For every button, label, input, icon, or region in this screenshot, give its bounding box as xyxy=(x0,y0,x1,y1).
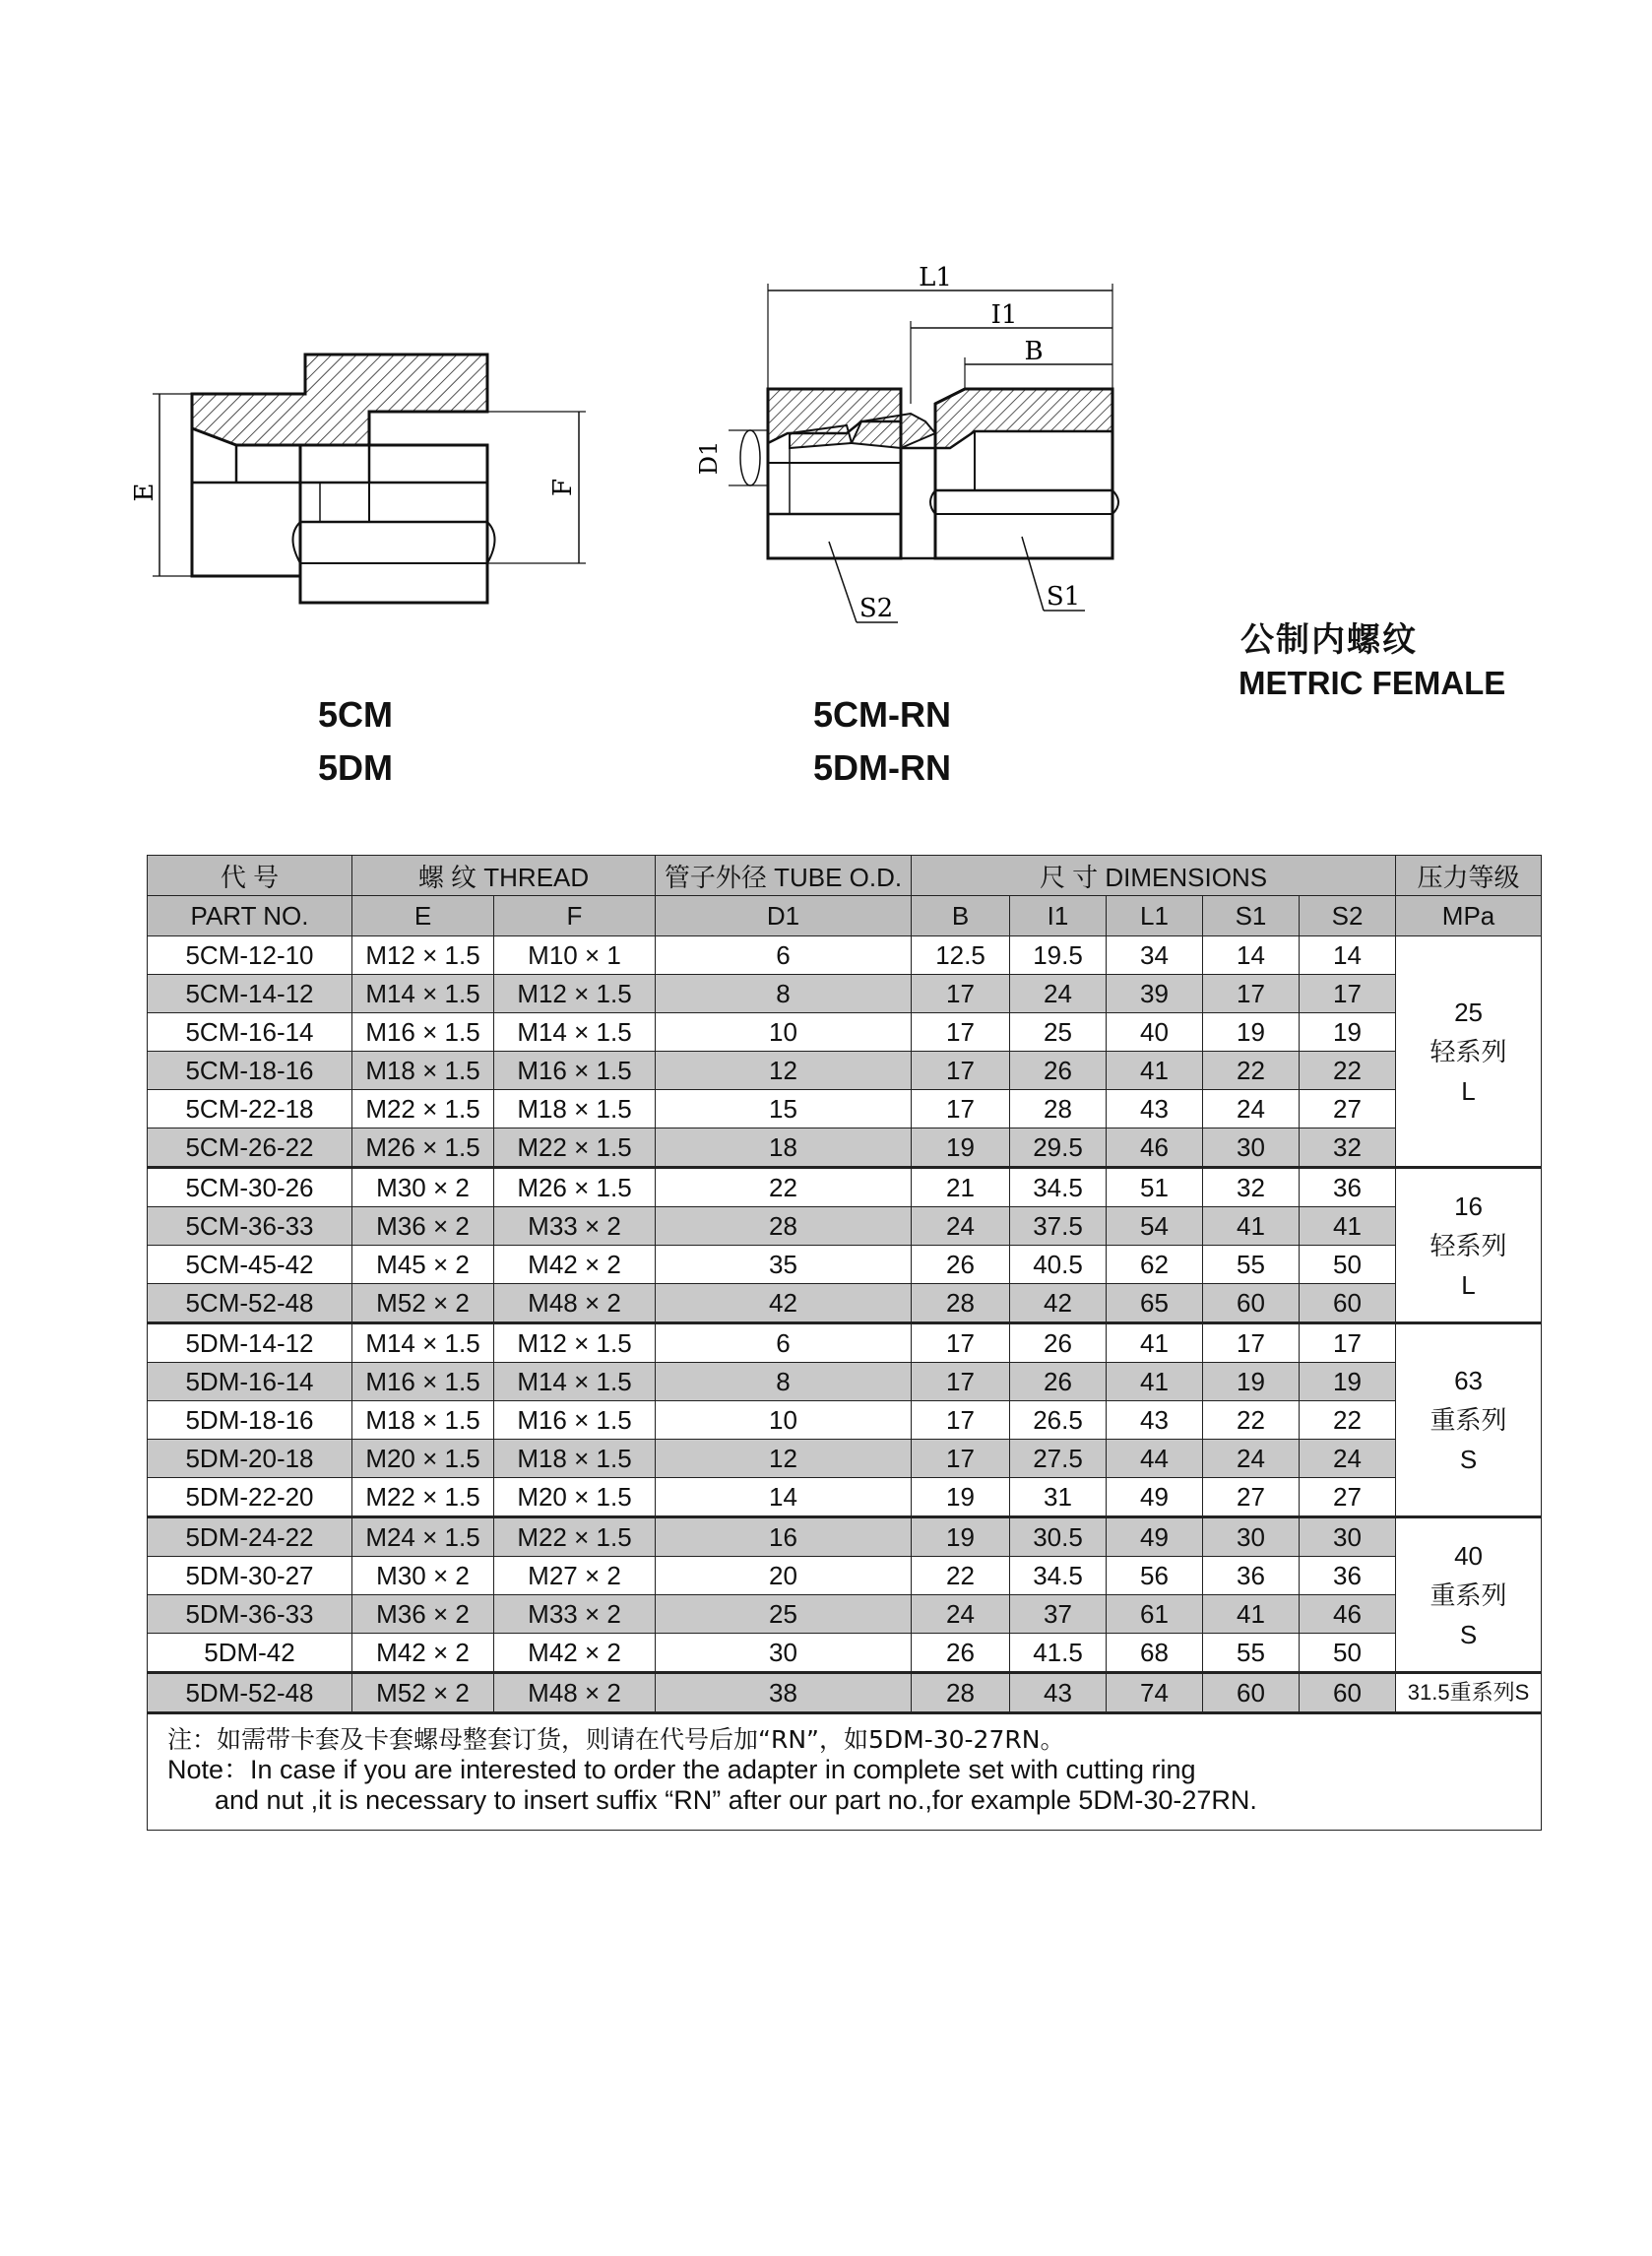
cell-l1: 34 xyxy=(1107,936,1203,975)
cell-d1: 10 xyxy=(656,1013,912,1052)
pressure-line: 63 xyxy=(1454,1366,1483,1395)
cell-part-no: 5CM-26-22 xyxy=(148,1128,352,1168)
cell-l1: 51 xyxy=(1107,1168,1203,1207)
cell-b: 28 xyxy=(912,1284,1010,1323)
cell-i1: 19.5 xyxy=(1010,936,1107,975)
cell-s1: 27 xyxy=(1203,1478,1300,1517)
table-header-row-1 xyxy=(148,856,1542,896)
fitting-drawing-5cm xyxy=(130,335,610,630)
pressure-group-cell xyxy=(1396,1673,1542,1713)
cell-i1: 25 xyxy=(1010,1013,1107,1052)
cell-s2: 50 xyxy=(1300,1634,1396,1673)
note-english-line-1: Note：In case if you are interested to order the adapter in complete set with cutting ring xyxy=(167,1755,1196,1784)
cell-f: M48 × 2 xyxy=(494,1673,656,1713)
cell-i1: 34.5 xyxy=(1010,1557,1107,1595)
header-code: 代 号 xyxy=(148,856,352,896)
pressure-line: 25 xyxy=(1454,997,1483,1027)
model-label-5dm-rn: 5DM-RN xyxy=(813,747,951,788)
cell-f: M42 × 2 xyxy=(494,1634,656,1673)
header-s2: S2 xyxy=(1300,896,1396,936)
cell-s2: 24 xyxy=(1300,1440,1396,1478)
dim-l1-label: L1 xyxy=(919,263,952,292)
cell-f: M20 × 1.5 xyxy=(494,1478,656,1517)
table-row xyxy=(148,1052,1542,1090)
cell-b: 28 xyxy=(912,1673,1010,1713)
cell-f: M10 × 1 xyxy=(494,936,656,975)
cell-e: M14 × 1.5 xyxy=(352,975,494,1013)
cell-s1: 55 xyxy=(1203,1246,1300,1284)
cell-s1: 32 xyxy=(1203,1168,1300,1207)
table-row xyxy=(148,1090,1542,1128)
cell-f: M18 × 1.5 xyxy=(494,1090,656,1128)
cell-s1: 41 xyxy=(1203,1207,1300,1246)
note-chinese: 注：如需带卡套及卡套螺母整套订货，则请在代号后加“RN”，如5DM-30-27RN。 xyxy=(167,1725,1065,1754)
cell-e: M36 × 2 xyxy=(352,1207,494,1246)
cell-l1: 40 xyxy=(1107,1013,1203,1052)
cell-e: M52 × 2 xyxy=(352,1673,494,1713)
cell-l1: 43 xyxy=(1107,1090,1203,1128)
cell-f: M16 × 1.5 xyxy=(494,1401,656,1440)
cell-i1: 43 xyxy=(1010,1673,1107,1713)
table-row xyxy=(148,1246,1542,1284)
pressure-group-cell xyxy=(1396,1323,1542,1517)
cell-s2: 19 xyxy=(1300,1013,1396,1052)
table-row xyxy=(148,1207,1542,1246)
model-label-5cm: 5CM xyxy=(318,694,394,735)
cell-s2: 46 xyxy=(1300,1595,1396,1634)
cell-s2: 60 xyxy=(1300,1284,1396,1323)
cell-l1: 41 xyxy=(1107,1363,1203,1401)
cell-d1: 28 xyxy=(656,1207,912,1246)
cell-f: M33 × 2 xyxy=(494,1595,656,1634)
cell-b: 19 xyxy=(912,1478,1010,1517)
title-english: METRIC FEMALE xyxy=(1239,665,1506,701)
cell-part-no: 5CM-30-26 xyxy=(148,1168,352,1207)
cell-d1: 18 xyxy=(656,1128,912,1168)
cell-f: M26 × 1.5 xyxy=(494,1168,656,1207)
cell-b: 17 xyxy=(912,1052,1010,1090)
header-mpa: MPa xyxy=(1396,896,1542,936)
dim-e-label: E xyxy=(130,483,159,502)
cell-s1: 60 xyxy=(1203,1284,1300,1323)
table-row xyxy=(148,1284,1542,1323)
cell-b: 21 xyxy=(912,1168,1010,1207)
cell-i1: 31 xyxy=(1010,1478,1107,1517)
header-d1: D1 xyxy=(656,896,912,936)
cell-e: M42 × 2 xyxy=(352,1634,494,1673)
cell-l1: 74 xyxy=(1107,1673,1203,1713)
cell-l1: 65 xyxy=(1107,1284,1203,1323)
cell-i1: 24 xyxy=(1010,975,1107,1013)
cell-e: M30 × 2 xyxy=(352,1557,494,1595)
header-dimensions: 尺 寸 DIMENSIONS xyxy=(912,856,1396,896)
cell-b: 24 xyxy=(912,1207,1010,1246)
cell-e: M18 × 1.5 xyxy=(352,1052,494,1090)
cell-part-no: 5CM-36-33 xyxy=(148,1207,352,1246)
cell-s2: 17 xyxy=(1300,1323,1396,1363)
table-row xyxy=(148,1440,1542,1478)
header-e: E xyxy=(352,896,494,936)
header-b: B xyxy=(912,896,1010,936)
cell-l1: 56 xyxy=(1107,1557,1203,1595)
note-english-line-2: and nut ,it is necessary to insert suffix “RN” after our part no.,for example 5DM-30-27RN. xyxy=(215,1785,1257,1815)
cell-part-no: 5CM-22-18 xyxy=(148,1090,352,1128)
cell-s2: 41 xyxy=(1300,1207,1396,1246)
header-thread: 螺 纹 THREAD xyxy=(352,856,656,896)
cell-d1: 20 xyxy=(656,1557,912,1595)
pressure-line: 轻系列 xyxy=(1430,1230,1507,1260)
cell-s1: 30 xyxy=(1203,1128,1300,1168)
model-label-5dm: 5DM xyxy=(318,747,394,788)
table-row xyxy=(148,936,1542,975)
cell-l1: 54 xyxy=(1107,1207,1203,1246)
cell-b: 19 xyxy=(912,1128,1010,1168)
cell-s1: 17 xyxy=(1203,975,1300,1013)
cell-d1: 35 xyxy=(656,1246,912,1284)
cell-f: M14 × 1.5 xyxy=(494,1363,656,1401)
cell-part-no: 5DM-20-18 xyxy=(148,1440,352,1478)
cell-s1: 19 xyxy=(1203,1363,1300,1401)
cell-b: 17 xyxy=(912,1363,1010,1401)
title-chinese: 公制内螺纹 xyxy=(1240,620,1418,660)
table-row xyxy=(148,975,1542,1013)
header-f: F xyxy=(494,896,656,936)
cell-b: 17 xyxy=(912,1323,1010,1363)
cell-i1: 30.5 xyxy=(1010,1517,1107,1557)
cell-d1: 8 xyxy=(656,1363,912,1401)
header-l1: L1 xyxy=(1107,896,1203,936)
cell-b: 22 xyxy=(912,1557,1010,1595)
cell-b: 12.5 xyxy=(912,936,1010,975)
cell-d1: 30 xyxy=(656,1634,912,1673)
cell-e: M30 × 2 xyxy=(352,1168,494,1207)
cell-i1: 26 xyxy=(1010,1052,1107,1090)
header-pressure: 压力等级 xyxy=(1396,856,1542,896)
cell-l1: 41 xyxy=(1107,1323,1203,1363)
cell-e: M20 × 1.5 xyxy=(352,1440,494,1478)
cell-s1: 41 xyxy=(1203,1595,1300,1634)
cell-part-no: 5DM-16-14 xyxy=(148,1363,352,1401)
pressure-line: 轻系列 xyxy=(1430,1036,1507,1066)
cell-s2: 22 xyxy=(1300,1401,1396,1440)
cell-s2: 22 xyxy=(1300,1052,1396,1090)
cell-f: M48 × 2 xyxy=(494,1284,656,1323)
cell-d1: 6 xyxy=(656,1323,912,1363)
cell-f: M33 × 2 xyxy=(494,1207,656,1246)
cell-d1: 15 xyxy=(656,1090,912,1128)
cell-s1: 19 xyxy=(1203,1013,1300,1052)
table-row xyxy=(148,1013,1542,1052)
cell-s1: 36 xyxy=(1203,1557,1300,1595)
cell-part-no: 5DM-14-12 xyxy=(148,1323,352,1363)
cell-e: M18 × 1.5 xyxy=(352,1401,494,1440)
cell-e: M36 × 2 xyxy=(352,1595,494,1634)
table-row xyxy=(148,1557,1542,1595)
header-part-no: PART NO. xyxy=(148,896,352,936)
cell-i1: 37.5 xyxy=(1010,1207,1107,1246)
cell-s1: 30 xyxy=(1203,1517,1300,1557)
pressure-line: 40 xyxy=(1454,1540,1483,1571)
cell-s2: 50 xyxy=(1300,1246,1396,1284)
cell-f: M14 × 1.5 xyxy=(494,1013,656,1052)
cell-d1: 42 xyxy=(656,1284,912,1323)
cell-f: M22 × 1.5 xyxy=(494,1517,656,1557)
dim-f-label: F xyxy=(548,478,578,497)
cell-d1: 8 xyxy=(656,975,912,1013)
table-row xyxy=(148,1401,1542,1440)
cell-b: 19 xyxy=(912,1517,1010,1557)
cell-s1: 55 xyxy=(1203,1634,1300,1673)
header-i1: I1 xyxy=(1010,896,1107,936)
cell-i1: 27.5 xyxy=(1010,1440,1107,1478)
cell-s1: 22 xyxy=(1203,1401,1300,1440)
pressure-line: S xyxy=(1459,1445,1478,1474)
cell-d1: 12 xyxy=(656,1052,912,1090)
table-row xyxy=(148,1517,1542,1557)
header-s1: S1 xyxy=(1203,896,1300,936)
cell-i1: 34.5 xyxy=(1010,1168,1107,1207)
cell-d1: 22 xyxy=(656,1168,912,1207)
pressure-line: 重系列 xyxy=(1430,1405,1507,1435)
cell-d1: 16 xyxy=(656,1517,912,1557)
cell-l1: 39 xyxy=(1107,975,1203,1013)
cell-f: M27 × 2 xyxy=(494,1557,656,1595)
cell-part-no: 5CM-52-48 xyxy=(148,1284,352,1323)
table-row xyxy=(148,1323,1542,1363)
cell-d1: 38 xyxy=(656,1673,912,1713)
pressure-line: 16 xyxy=(1454,1191,1483,1221)
header-tube-od: 管子外径 TUBE O.D. xyxy=(656,856,912,896)
cell-b: 17 xyxy=(912,975,1010,1013)
order-note xyxy=(148,1713,1542,1831)
cell-f: M12 × 1.5 xyxy=(494,975,656,1013)
cell-part-no: 5CM-45-42 xyxy=(148,1246,352,1284)
cell-b: 26 xyxy=(912,1246,1010,1284)
cell-s1: 60 xyxy=(1203,1673,1300,1713)
cell-f: M22 × 1.5 xyxy=(494,1128,656,1168)
table-row xyxy=(148,1673,1542,1713)
cell-part-no: 5CM-12-10 xyxy=(148,936,352,975)
cell-s2: 27 xyxy=(1300,1090,1396,1128)
table-body xyxy=(148,936,1542,1831)
cell-e: M24 × 1.5 xyxy=(352,1517,494,1557)
cell-i1: 37 xyxy=(1010,1595,1107,1634)
cell-b: 24 xyxy=(912,1595,1010,1634)
cell-e: M16 × 1.5 xyxy=(352,1363,494,1401)
dim-d1-label: D1 xyxy=(695,440,723,476)
fitting-drawing-5cm-rn xyxy=(679,256,1152,640)
cell-b: 17 xyxy=(912,1401,1010,1440)
cell-part-no: 5CM-14-12 xyxy=(148,975,352,1013)
cell-part-no: 5DM-18-16 xyxy=(148,1401,352,1440)
pressure-group-cell xyxy=(1396,1517,1542,1673)
pressure-group-cell xyxy=(1396,1168,1542,1323)
cell-i1: 26 xyxy=(1010,1323,1107,1363)
cell-i1: 42 xyxy=(1010,1284,1107,1323)
pressure-line: 31.5重系列S xyxy=(1407,1679,1530,1705)
cell-e: M14 × 1.5 xyxy=(352,1323,494,1363)
cell-i1: 41.5 xyxy=(1010,1634,1107,1673)
cell-part-no: 5DM-30-27 xyxy=(148,1557,352,1595)
cell-i1: 40.5 xyxy=(1010,1246,1107,1284)
cell-l1: 46 xyxy=(1107,1128,1203,1168)
cell-d1: 10 xyxy=(656,1401,912,1440)
cell-i1: 29.5 xyxy=(1010,1128,1107,1168)
cell-b: 26 xyxy=(912,1634,1010,1673)
cell-e: M22 × 1.5 xyxy=(352,1090,494,1128)
cell-s1: 14 xyxy=(1203,936,1300,975)
cell-l1: 44 xyxy=(1107,1440,1203,1478)
cell-s1: 22 xyxy=(1203,1052,1300,1090)
cell-l1: 61 xyxy=(1107,1595,1203,1634)
cell-s2: 30 xyxy=(1300,1517,1396,1557)
cell-e: M45 × 2 xyxy=(352,1246,494,1284)
cell-d1: 12 xyxy=(656,1440,912,1478)
cell-part-no: 5DM-24-22 xyxy=(148,1517,352,1557)
pressure-group-cell xyxy=(1396,936,1542,1168)
cell-e: M12 × 1.5 xyxy=(352,936,494,975)
cell-part-no: 5DM-22-20 xyxy=(148,1478,352,1517)
cell-f: M16 × 1.5 xyxy=(494,1052,656,1090)
cell-s2: 19 xyxy=(1300,1363,1396,1401)
pressure-line: L xyxy=(1461,1269,1476,1300)
cell-l1: 62 xyxy=(1107,1246,1203,1284)
cell-s2: 36 xyxy=(1300,1168,1396,1207)
cell-part-no: 5DM-52-48 xyxy=(148,1673,352,1713)
cell-b: 17 xyxy=(912,1440,1010,1478)
cell-e: M22 × 1.5 xyxy=(352,1478,494,1517)
table-row xyxy=(148,1478,1542,1517)
cell-l1: 41 xyxy=(1107,1052,1203,1090)
cell-part-no: 5CM-16-14 xyxy=(148,1013,352,1052)
cell-part-no: 5CM-18-16 xyxy=(148,1052,352,1090)
dim-i1-label: I1 xyxy=(990,300,1018,330)
cell-f: M12 × 1.5 xyxy=(494,1323,656,1363)
cell-b: 17 xyxy=(912,1090,1010,1128)
cell-s2: 36 xyxy=(1300,1557,1396,1595)
pressure-line: S xyxy=(1459,1619,1478,1649)
model-label-5cm-rn: 5CM-RN xyxy=(813,694,951,735)
cell-e: M26 × 1.5 xyxy=(352,1128,494,1168)
cell-f: M42 × 2 xyxy=(494,1246,656,1284)
cell-s1: 24 xyxy=(1203,1440,1300,1478)
cell-s2: 14 xyxy=(1300,936,1396,975)
cell-e: M52 × 2 xyxy=(352,1284,494,1323)
cell-s1: 24 xyxy=(1203,1090,1300,1128)
cell-s2: 32 xyxy=(1300,1128,1396,1168)
cell-d1: 6 xyxy=(656,936,912,975)
cell-d1: 25 xyxy=(656,1595,912,1634)
cell-e: M16 × 1.5 xyxy=(352,1013,494,1052)
cell-l1: 43 xyxy=(1107,1401,1203,1440)
cell-b: 17 xyxy=(912,1013,1010,1052)
cell-part-no: 5DM-42 xyxy=(148,1634,352,1673)
table-row xyxy=(148,1634,1542,1673)
cell-f: M18 × 1.5 xyxy=(494,1440,656,1478)
note-row xyxy=(148,1713,1542,1831)
cell-s1: 17 xyxy=(1203,1323,1300,1363)
table-row xyxy=(148,1595,1542,1634)
cell-part-no: 5DM-36-33 xyxy=(148,1595,352,1634)
cell-l1: 49 xyxy=(1107,1478,1203,1517)
cell-i1: 26.5 xyxy=(1010,1401,1107,1440)
cell-l1: 68 xyxy=(1107,1634,1203,1673)
pressure-line: 重系列 xyxy=(1430,1579,1507,1610)
dim-s1-label: S1 xyxy=(1046,582,1081,612)
table-row xyxy=(148,1363,1542,1401)
cell-s2: 17 xyxy=(1300,975,1396,1013)
table-row xyxy=(148,1128,1542,1168)
dim-s2-label: S2 xyxy=(858,594,894,623)
cell-l1: 49 xyxy=(1107,1517,1203,1557)
cell-d1: 14 xyxy=(656,1478,912,1517)
cell-s2: 27 xyxy=(1300,1478,1396,1517)
cell-i1: 26 xyxy=(1010,1363,1107,1401)
dim-b-label: B xyxy=(1024,337,1044,366)
pressure-line: L xyxy=(1461,1075,1476,1106)
table-header-row-2 xyxy=(148,896,1542,936)
cell-s2: 60 xyxy=(1300,1673,1396,1713)
table-row xyxy=(148,1168,1542,1207)
spec-table xyxy=(147,855,1542,1831)
cell-i1: 28 xyxy=(1010,1090,1107,1128)
